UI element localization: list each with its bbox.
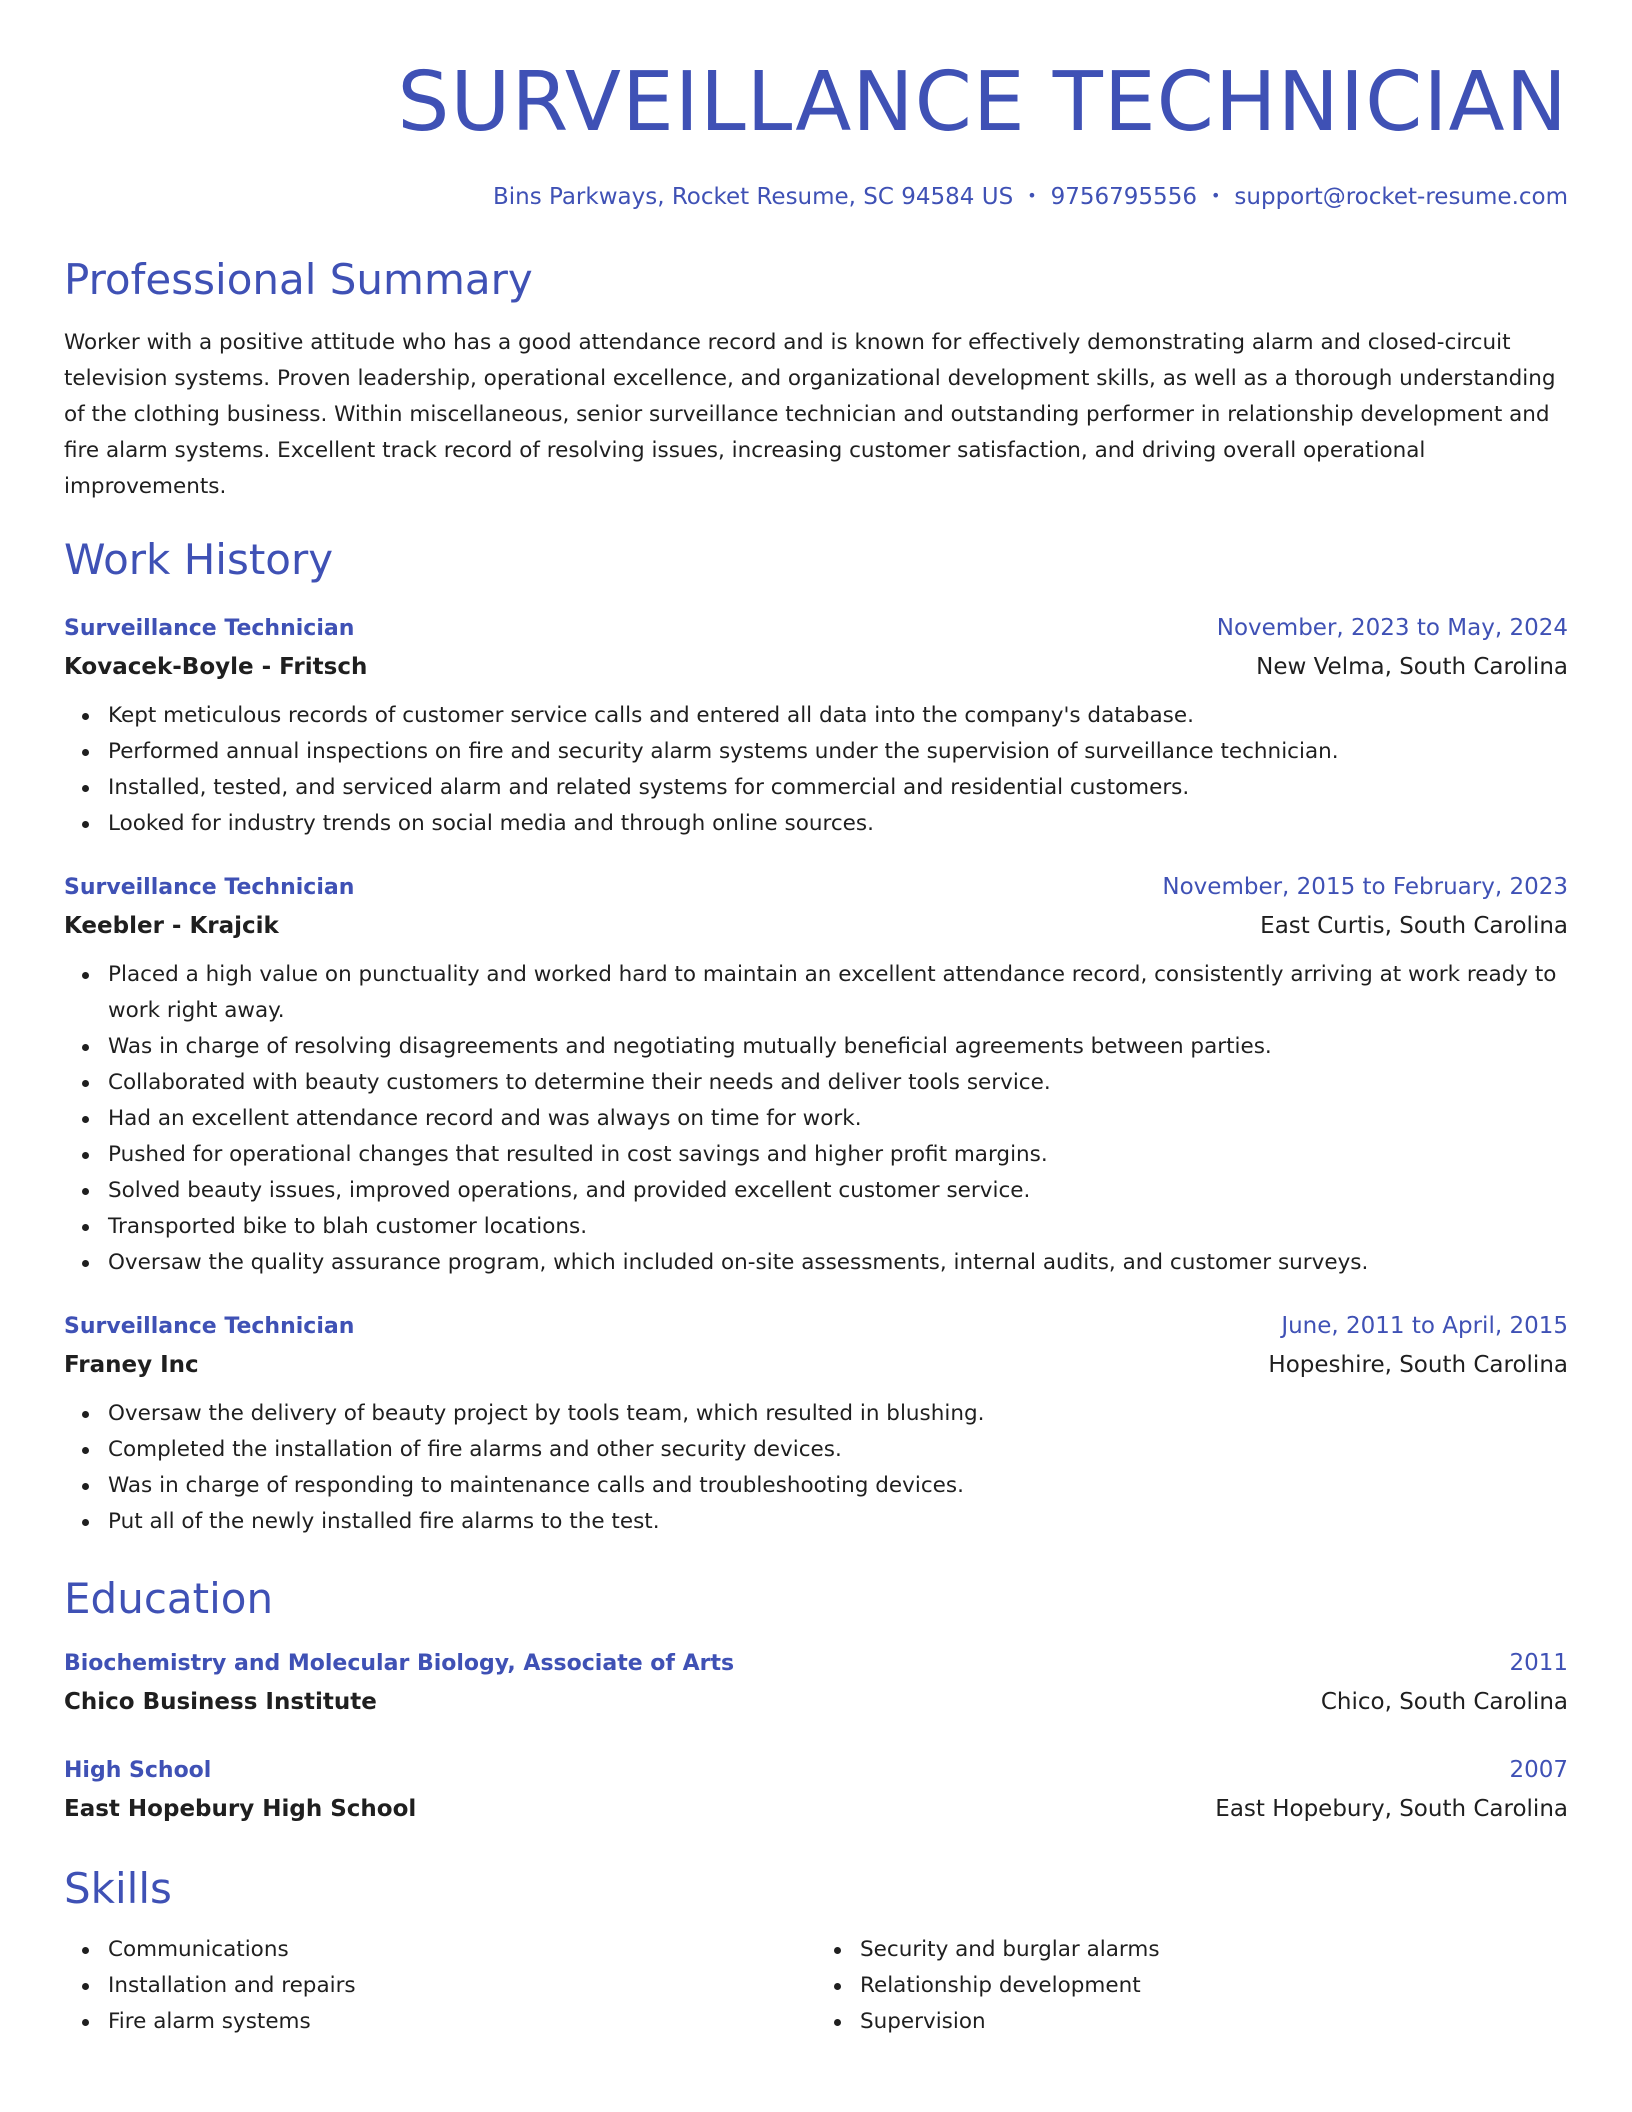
job-location: East Curtis, South Carolina [1260,913,1568,939]
skill-item: Communications [108,1932,816,1968]
education-section-title: Education [64,1574,274,1623]
job-bullet: Installed, tested, and serviced alarm and related systems for commercial and residential customers. [108,770,1568,806]
job-role: Surveillance Technician [64,616,355,641]
job-company: Kovacek-Boyle - Fritsch [64,654,368,680]
skill-item: Fire alarm systems [108,2004,816,2040]
education-school: East Hopebury High School [64,1796,417,1822]
job-bullet: Kept meticulous records of customer service calls and entered all data into the company's database. [108,698,1568,734]
contact-email: support@rocket-resume.com [1234,184,1568,210]
job-bullet: Oversaw the delivery of beauty project by tools team, which resulted in blushing. [108,1396,1568,1432]
contact-address: Bins Parkways, Rocket Resume, SC 94584 US [492,184,1014,210]
job-company: Keebler - Krajcik [64,913,279,939]
skill-item: Security and burglar alarms [860,1932,1568,1968]
job-entry [64,609,1568,842]
skill-item: Supervision [860,2004,1568,2040]
skills-list-left [64,1932,816,2040]
job-location: New Velma, South Carolina [1256,654,1568,680]
skill-item: Installation and repairs [108,1968,816,2004]
resume-name-heading: SURVEILLANCE TECHNICIAN [397,55,1568,150]
job-role: Surveillance Technician [64,875,355,900]
education-degree: Biochemistry and Molecular Biology, Associate of Arts [64,1651,735,1676]
education-degree: High School [64,1758,212,1783]
job-bullet: Collaborated with beauty customers to determine their needs and deliver tools service. [108,1065,1568,1101]
summary-text: Worker with a positive attitude who has a good attendance record and is known for effectively demonstrating alarm and closed-circuit television systems. Proven leadership, operational excellence, and organizational development skills, as well as a thorough understanding of the clothing business. Within miscellaneous, senior surveillance technician and outstanding performer in relationship development and fire alarm systems. Excellent track record of resolving issues, increasing customer satisfaction, and driving overall operational improvements. [64,330,1556,499]
job-location: Hopeshire, South Carolina [1268,1352,1568,1378]
education-location: Chico, South Carolina [1320,1689,1568,1715]
contact-separator: • [1027,185,1037,205]
education-entry [64,1644,1568,1721]
education-entry [64,1751,1568,1828]
job-bullet: Solved beauty issues, improved operations, and provided excellent customer service. [108,1173,1568,1209]
job-entry [64,1307,1568,1540]
job-bullet: Was in charge of responding to maintenance calls and troubleshooting devices. [108,1468,1568,1504]
skill-item: Relationship development [860,1968,1568,2004]
job-bullet: Transported bike to blah customer locations. [108,1209,1568,1245]
job-bullet: Looked for industry trends on social media and through online sources. [108,806,1568,842]
education-year: 2011 [1509,1650,1568,1676]
job-bullet-list [64,1396,1568,1540]
education-location: East Hopebury, South Carolina [1215,1796,1568,1822]
summary-section-title: Professional Summary [64,255,533,304]
skills-section-title: Skills [64,1864,172,1913]
job-bullet: Had an excellent attendance record and was always on time for work. [108,1101,1568,1137]
education-year: 2007 [1509,1757,1568,1783]
job-bullet: Put all of the newly installed fire alarms to the test. [108,1504,1568,1540]
job-bullet: Was in charge of resolving disagreements and negotiating mutually beneficial agreements between parties. [108,1029,1568,1065]
job-bullet: Placed a high value on punctuality and worked hard to maintain an excellent attendance record, consistently arriving at work ready to work right away. [108,957,1568,1029]
job-dates: November, 2023 to May, 2024 [1216,615,1568,641]
job-role: Surveillance Technician [64,1314,355,1339]
job-bullet: Oversaw the quality assurance program, which included on-site assessments, internal audits, and customer surveys. [108,1245,1568,1281]
work-history-section-title: Work History [64,535,334,584]
job-bullet: Pushed for operational changes that resulted in cost savings and higher profit margins. [108,1137,1568,1173]
contact-separator: • [1210,185,1221,205]
job-bullet: Performed annual inspections on fire and security alarm systems under the supervision of surveillance technician. [108,734,1568,770]
job-dates: June, 2011 to April, 2015 [1281,1313,1568,1339]
job-bullet-list [64,698,1568,842]
job-company: Franey Inc [64,1352,199,1378]
skills-columns [64,1932,1568,2040]
job-bullet-list [64,957,1568,1281]
job-dates: November, 2015 to February, 2023 [1162,874,1568,900]
job-bullet: Completed the installation of fire alarms and other security devices. [108,1432,1568,1468]
education-school: Chico Business Institute [64,1689,377,1715]
contact-line [64,186,1568,209]
contact-phone: 9756795556 [1050,184,1197,210]
skills-list-right [816,1932,1568,2040]
job-entry [64,868,1568,1281]
